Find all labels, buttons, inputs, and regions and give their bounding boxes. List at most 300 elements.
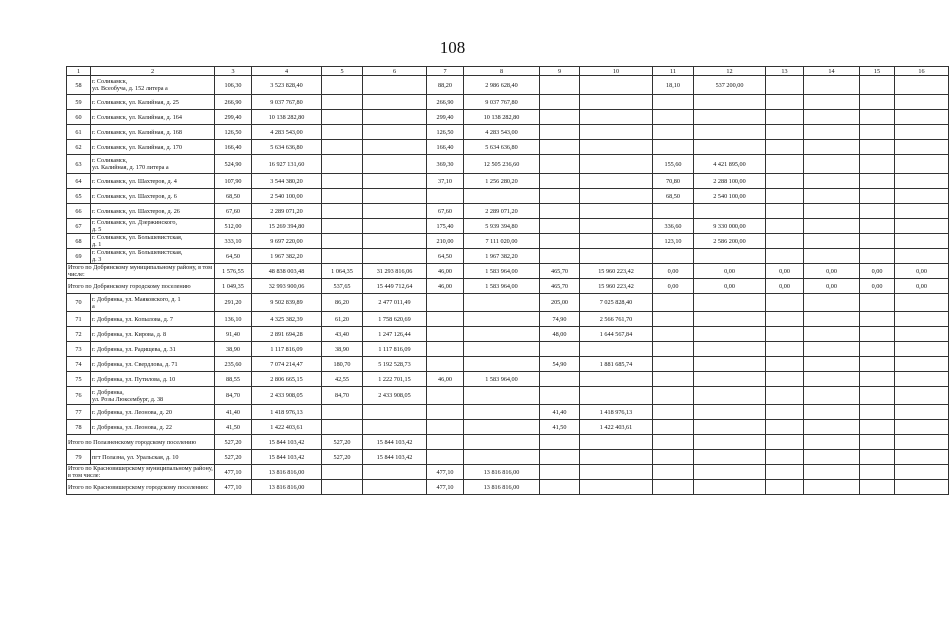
table-cell	[694, 480, 766, 495]
table-cell	[540, 174, 580, 189]
table-cell: 1 256 280,20	[464, 174, 540, 189]
table-cell	[766, 312, 804, 327]
table-cell	[895, 189, 949, 204]
table-cell	[694, 465, 766, 480]
table-cell: 2 288 100,00	[694, 174, 766, 189]
row-number: 66	[67, 204, 91, 219]
address-cell: г. Соликамск, ул. Калийная, д. 170 литера а	[91, 155, 215, 174]
table-cell: 68,50	[653, 189, 694, 204]
table-cell	[895, 125, 949, 140]
table-cell: 205,00	[540, 294, 580, 312]
table-cell	[860, 204, 895, 219]
address-cell: г. Соликамск, ул. Дзержинского, д. 5	[91, 219, 215, 234]
table-cell	[540, 249, 580, 264]
address-cell: г. Добрянка, ул. Свердлова, д. 71	[91, 357, 215, 372]
table-cell	[804, 450, 860, 465]
column-number-cell: 2	[91, 67, 215, 76]
table-cell	[653, 125, 694, 140]
table-row	[67, 312, 949, 327]
table-cell: 68,50	[215, 189, 252, 204]
table-cell	[694, 342, 766, 357]
table-cell	[860, 294, 895, 312]
table-cell: 210,00	[427, 234, 464, 249]
table-row	[67, 140, 949, 155]
table-cell: 126,50	[215, 125, 252, 140]
column-number-cell: 9	[540, 67, 580, 76]
row-number: 61	[67, 125, 91, 140]
table-cell	[766, 480, 804, 495]
row-number: 63	[67, 155, 91, 174]
table-row	[67, 357, 949, 372]
table-cell	[653, 327, 694, 342]
table-cell: 54,90	[540, 357, 580, 372]
table-cell	[895, 435, 949, 450]
table-cell	[766, 219, 804, 234]
table-cell: 4 325 382,39	[252, 312, 322, 327]
table-row	[67, 189, 949, 204]
table-cell	[766, 204, 804, 219]
row-number: 65	[67, 189, 91, 204]
table-cell: 9 330 000,00	[694, 219, 766, 234]
table-cell	[895, 76, 949, 95]
table-cell: 1 222 701,15	[363, 372, 427, 387]
address-cell: г. Соликамск, ул. Всеобуча, д. 152 литера а	[91, 76, 215, 95]
table-cell: 15 269 394,80	[252, 219, 322, 234]
address-cell: г. Соликамск, ул. Большевистская, д. 3	[91, 249, 215, 264]
table-cell	[895, 95, 949, 110]
table-cell: 46,00	[427, 372, 464, 387]
summary-row	[67, 279, 949, 294]
table-cell	[540, 140, 580, 155]
table-cell: 1 967 382,20	[252, 249, 322, 264]
address-cell: г. Соликамск, ул. Калийная, д. 168	[91, 125, 215, 140]
table-cell	[860, 249, 895, 264]
row-number: 74	[67, 357, 91, 372]
table-row	[67, 342, 949, 357]
table-cell	[895, 372, 949, 387]
table-cell	[860, 342, 895, 357]
table-cell: 7 111 020,00	[464, 234, 540, 249]
table-cell: 5 192 528,73	[363, 357, 427, 372]
table-cell: 38,90	[215, 342, 252, 357]
table-cell: 136,10	[215, 312, 252, 327]
table-cell	[860, 372, 895, 387]
table-cell	[653, 480, 694, 495]
table-cell: 0,00	[860, 264, 895, 279]
row-number: 79	[67, 450, 91, 465]
table-cell	[322, 95, 363, 110]
table-cell	[322, 110, 363, 125]
page-number: 108	[439, 38, 466, 57]
table-cell	[653, 204, 694, 219]
table-cell	[804, 342, 860, 357]
table-cell	[580, 76, 653, 95]
table-cell: 123,10	[653, 234, 694, 249]
table-cell	[804, 189, 860, 204]
table-row	[67, 327, 949, 342]
table-cell	[895, 174, 949, 189]
table-cell: 465,70	[540, 279, 580, 294]
table-cell	[540, 465, 580, 480]
table-cell: 43,40	[322, 327, 363, 342]
table-cell	[427, 342, 464, 357]
table-cell	[804, 174, 860, 189]
table-cell	[363, 480, 427, 495]
table-cell: 91,40	[215, 327, 252, 342]
column-number-cell: 15	[860, 67, 895, 76]
column-number-cell: 11	[653, 67, 694, 76]
table-cell: 465,70	[540, 264, 580, 279]
row-number: 72	[67, 327, 91, 342]
table-cell: 9 037 767,80	[252, 95, 322, 110]
table-cell	[766, 110, 804, 125]
column-number-cell: 16	[895, 67, 949, 76]
table-cell: 15 844 103,42	[363, 450, 427, 465]
table-cell	[860, 435, 895, 450]
table-cell	[766, 294, 804, 312]
table-cell: 1 583 964,00	[464, 279, 540, 294]
table-cell: 1 418 976,13	[252, 405, 322, 420]
table-cell	[766, 387, 804, 405]
table-cell	[860, 174, 895, 189]
table-cell: 106,30	[215, 76, 252, 95]
table-cell: 1 576,55	[215, 264, 252, 279]
table-cell	[766, 450, 804, 465]
table-cell	[804, 294, 860, 312]
table-cell	[540, 480, 580, 495]
table-cell	[540, 387, 580, 405]
table-cell: 107,90	[215, 174, 252, 189]
table-cell	[653, 294, 694, 312]
table-cell	[860, 405, 895, 420]
table-cell	[427, 435, 464, 450]
table-cell: 0,00	[895, 264, 949, 279]
table-cell	[580, 435, 653, 450]
table-cell: 1 064,35	[322, 264, 363, 279]
table-cell	[804, 155, 860, 174]
table-cell	[363, 249, 427, 264]
row-number: 68	[67, 234, 91, 249]
table-cell	[580, 342, 653, 357]
row-number: 76	[67, 387, 91, 405]
table-cell	[804, 312, 860, 327]
table-cell: 74,90	[540, 312, 580, 327]
table-cell: 41,40	[215, 405, 252, 420]
table-cell	[694, 327, 766, 342]
table-cell	[363, 420, 427, 435]
table-cell: 15 960 223,42	[580, 279, 653, 294]
table-cell: 15 449 712,64	[363, 279, 427, 294]
table-cell: 524,90	[215, 155, 252, 174]
table-cell: 2 433 908,05	[363, 387, 427, 405]
table-cell	[804, 95, 860, 110]
table-cell	[580, 140, 653, 155]
table-cell: 9 037 767,80	[464, 95, 540, 110]
table-cell	[580, 110, 653, 125]
table-cell	[860, 357, 895, 372]
table-cell: 41,40	[540, 405, 580, 420]
table-cell	[322, 174, 363, 189]
table-row	[67, 387, 949, 405]
row-number: 67	[67, 219, 91, 234]
table-cell	[580, 95, 653, 110]
table-cell	[363, 174, 427, 189]
table-row	[67, 219, 949, 234]
table-cell: 0,00	[766, 264, 804, 279]
table-cell	[860, 234, 895, 249]
table-cell: 0,00	[653, 264, 694, 279]
table-cell	[540, 234, 580, 249]
table-cell	[580, 125, 653, 140]
table-cell	[804, 387, 860, 405]
summary-row	[67, 465, 949, 480]
column-number-cell: 13	[766, 67, 804, 76]
table-cell	[895, 204, 949, 219]
address-cell: г. Соликамск, ул. Калийная, д. 170	[91, 140, 215, 155]
table-cell: 2 586 200,00	[694, 234, 766, 249]
column-number-cell: 5	[322, 67, 363, 76]
table-cell	[895, 450, 949, 465]
table-cell: 1 049,35	[215, 279, 252, 294]
table-cell	[322, 480, 363, 495]
table-cell: 13 816 816,00	[464, 480, 540, 495]
table-cell	[860, 140, 895, 155]
address-cell: г. Добрянка, ул. Радищева, д. 31	[91, 342, 215, 357]
table-cell	[694, 435, 766, 450]
column-number-cell: 10	[580, 67, 653, 76]
table-cell	[464, 357, 540, 372]
table-cell	[653, 372, 694, 387]
table-cell: 2 986 628,40	[464, 76, 540, 95]
table-cell: 13 816 816,00	[252, 480, 322, 495]
table-cell: 1 881 685,74	[580, 357, 653, 372]
table-cell	[804, 219, 860, 234]
table-cell	[322, 405, 363, 420]
table-cell: 1 422 403,61	[580, 420, 653, 435]
table-cell: 166,40	[215, 140, 252, 155]
table-cell: 0,00	[694, 279, 766, 294]
column-number-cell: 3	[215, 67, 252, 76]
table-cell	[322, 76, 363, 95]
table-cell: 46,00	[427, 279, 464, 294]
table-cell	[580, 450, 653, 465]
address-cell: г. Добрянка, ул. Леонова, д. 22	[91, 420, 215, 435]
table-cell: 537 200,00	[694, 76, 766, 95]
table-cell	[653, 357, 694, 372]
table-cell: 1 117 816,09	[252, 342, 322, 357]
table-cell: 0,00	[895, 279, 949, 294]
table-cell	[580, 234, 653, 249]
table-cell	[694, 204, 766, 219]
table-cell	[322, 140, 363, 155]
table-cell: 155,60	[653, 155, 694, 174]
table-row	[67, 294, 949, 312]
table-cell	[895, 327, 949, 342]
table-cell	[860, 95, 895, 110]
table-cell	[322, 420, 363, 435]
column-number-cell: 7	[427, 67, 464, 76]
table-row	[67, 450, 949, 465]
table-cell	[860, 155, 895, 174]
table-cell	[580, 204, 653, 219]
table-cell	[766, 465, 804, 480]
table-cell: 31 293 816,06	[363, 264, 427, 279]
table-cell: 64,50	[427, 249, 464, 264]
table-cell	[694, 450, 766, 465]
row-number: 73	[67, 342, 91, 357]
table-cell: 12 505 236,60	[464, 155, 540, 174]
table-cell	[540, 125, 580, 140]
table-cell: 41,50	[540, 420, 580, 435]
table-cell	[804, 357, 860, 372]
table-cell	[766, 327, 804, 342]
summary-row	[67, 264, 949, 279]
table-cell	[464, 405, 540, 420]
table-row	[67, 174, 949, 189]
table-cell	[694, 372, 766, 387]
table-cell	[427, 420, 464, 435]
table-cell	[895, 480, 949, 495]
table-cell: 70,80	[653, 174, 694, 189]
table-cell	[860, 125, 895, 140]
table-cell: 48,00	[540, 327, 580, 342]
table-row	[67, 420, 949, 435]
table-cell	[804, 234, 860, 249]
table-cell: 2 433 908,05	[252, 387, 322, 405]
table-cell	[860, 387, 895, 405]
table-cell: 32 993 900,06	[252, 279, 322, 294]
table-cell	[540, 342, 580, 357]
table-cell	[895, 312, 949, 327]
table-cell: 4 421 895,00	[694, 155, 766, 174]
table-cell	[766, 189, 804, 204]
table-cell	[804, 327, 860, 342]
table-cell: 1 117 816,09	[363, 342, 427, 357]
table-cell: 7 025 828,40	[580, 294, 653, 312]
table-cell	[363, 234, 427, 249]
row-number: 69	[67, 249, 91, 264]
table-cell: 46,00	[427, 264, 464, 279]
table-cell	[694, 405, 766, 420]
table-cell	[860, 327, 895, 342]
table-cell: 7 074 214,47	[252, 357, 322, 372]
table-cell	[363, 95, 427, 110]
table-cell	[653, 420, 694, 435]
table-cell	[363, 155, 427, 174]
summary-label: Итого по Полазненскому городскому поселению	[67, 435, 215, 450]
table-cell	[322, 465, 363, 480]
address-cell: г. Добрянка, ул. Розы Люксембург, д. 38	[91, 387, 215, 405]
table-cell	[464, 420, 540, 435]
table-cell	[895, 219, 949, 234]
table-cell: 477,10	[215, 480, 252, 495]
table-cell	[766, 249, 804, 264]
table-cell	[653, 110, 694, 125]
table-cell: 38,90	[322, 342, 363, 357]
table-cell: 266,90	[215, 95, 252, 110]
table-cell	[766, 420, 804, 435]
table-cell	[860, 110, 895, 125]
table-cell	[804, 76, 860, 95]
row-number: 64	[67, 174, 91, 189]
table-cell: 369,30	[427, 155, 464, 174]
table-cell	[895, 465, 949, 480]
table-row	[67, 234, 949, 249]
table-cell	[363, 189, 427, 204]
table-cell: 291,20	[215, 294, 252, 312]
table-cell	[804, 204, 860, 219]
table-cell	[804, 465, 860, 480]
table-cell	[464, 342, 540, 357]
column-number-cell: 8	[464, 67, 540, 76]
table-cell: 61,20	[322, 312, 363, 327]
table-cell	[860, 465, 895, 480]
table-cell: 175,40	[427, 219, 464, 234]
table-cell: 16 927 131,60	[252, 155, 322, 174]
table-cell	[895, 405, 949, 420]
table-cell	[895, 420, 949, 435]
table-cell: 37,10	[427, 174, 464, 189]
table-cell: 41,50	[215, 420, 252, 435]
table-cell	[766, 155, 804, 174]
table-cell: 0,00	[653, 279, 694, 294]
table-cell	[580, 465, 653, 480]
table-cell	[694, 387, 766, 405]
table-cell	[766, 234, 804, 249]
table-cell	[427, 312, 464, 327]
column-number-cell: 14	[804, 67, 860, 76]
table-cell	[363, 140, 427, 155]
table-cell	[804, 435, 860, 450]
table-cell	[694, 125, 766, 140]
table-cell	[653, 405, 694, 420]
table-cell	[895, 249, 949, 264]
table-cell: 18,10	[653, 76, 694, 95]
table-cell	[895, 387, 949, 405]
table-cell: 0,00	[804, 279, 860, 294]
table-cell: 4 283 543,00	[252, 125, 322, 140]
table-cell: 15 844 103,42	[363, 435, 427, 450]
table-cell: 2 566 761,70	[580, 312, 653, 327]
address-cell: г. Добрянка, ул. Кирова, д. 8	[91, 327, 215, 342]
table-cell	[653, 249, 694, 264]
table-cell: 512,00	[215, 219, 252, 234]
table-cell: 2 540 100,00	[252, 189, 322, 204]
table-cell	[580, 174, 653, 189]
row-number: 77	[67, 405, 91, 420]
table-cell: 15 960 223,42	[580, 264, 653, 279]
table-cell	[860, 76, 895, 95]
table-cell: 0,00	[766, 279, 804, 294]
table-cell: 3 544 380,20	[252, 174, 322, 189]
table-cell: 10 138 282,80	[252, 110, 322, 125]
address-cell: г. Добрянка, ул. Маяковского, д. 1 а	[91, 294, 215, 312]
row-number: 70	[67, 294, 91, 312]
table-cell: 5 939 394,80	[464, 219, 540, 234]
table-cell	[694, 95, 766, 110]
table-cell	[694, 249, 766, 264]
table-cell: 48 838 003,48	[252, 264, 322, 279]
table-cell	[804, 249, 860, 264]
table-cell	[363, 110, 427, 125]
table-cell	[540, 110, 580, 125]
row-number: 59	[67, 95, 91, 110]
column-number-cell: 4	[252, 67, 322, 76]
table-cell	[322, 219, 363, 234]
table-cell: 64,50	[215, 249, 252, 264]
table-cell	[860, 450, 895, 465]
table-cell: 336,60	[653, 219, 694, 234]
